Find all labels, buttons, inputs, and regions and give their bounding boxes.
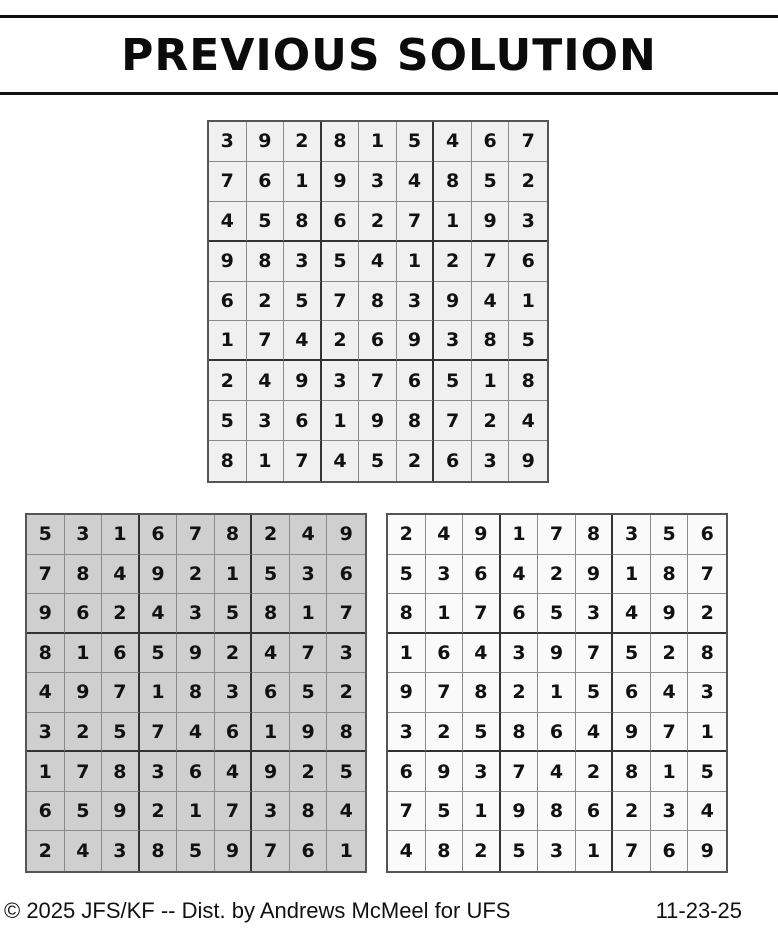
sudoku-cell: 8 [434, 162, 472, 202]
sudoku-cell: 8 [247, 242, 285, 282]
sudoku-cell: 4 [284, 321, 322, 361]
sudoku-cell: 4 [613, 594, 651, 634]
sudoku-cell: 1 [140, 673, 178, 713]
sudoku-cell: 6 [209, 282, 247, 322]
sudoku-cell: 5 [322, 242, 360, 282]
sudoku-cell: 9 [538, 634, 576, 674]
sudoku-cell: 7 [27, 555, 65, 595]
sudoku-cell: 1 [177, 792, 215, 832]
sudoku-cell: 4 [688, 792, 726, 832]
sudoku-cell: 4 [209, 202, 247, 242]
sudoku-cell: 7 [322, 282, 360, 322]
sudoku-cell: 7 [284, 441, 322, 481]
sudoku-cell: 2 [27, 831, 65, 871]
sudoku-cell: 5 [209, 401, 247, 441]
sudoku-cell: 4 [27, 673, 65, 713]
sudoku-cell: 3 [209, 122, 247, 162]
sudoku-cell: 7 [472, 242, 510, 282]
sudoku-cell: 5 [177, 831, 215, 871]
sudoku-cell: 2 [509, 162, 547, 202]
sudoku-cell: 4 [651, 673, 689, 713]
sudoku-cell: 8 [426, 831, 464, 871]
sudoku-cell: 9 [27, 594, 65, 634]
sudoku-cell: 4 [140, 594, 178, 634]
sudoku-cell: 5 [426, 792, 464, 832]
sudoku-cell: 6 [501, 594, 539, 634]
sudoku-cell: 8 [140, 831, 178, 871]
sudoku-cell: 1 [509, 282, 547, 322]
sudoku-cell: 8 [359, 282, 397, 322]
sudoku-cell: 8 [209, 441, 247, 481]
sudoku-grid-top [207, 120, 549, 483]
sudoku-cell: 2 [359, 202, 397, 242]
sudoku-cell: 9 [252, 752, 290, 792]
sudoku-cell: 2 [397, 441, 435, 481]
sudoku-cell: 3 [27, 713, 65, 753]
sudoku-cell: 8 [651, 555, 689, 595]
sudoku-cell: 6 [284, 401, 322, 441]
sudoku-cell: 5 [688, 752, 726, 792]
sudoku-cell: 2 [284, 122, 322, 162]
sudoku-cell: 1 [388, 634, 426, 674]
sudoku-cell: 9 [215, 831, 253, 871]
sudoku-cell: 1 [688, 713, 726, 753]
sudoku-cell: 7 [215, 792, 253, 832]
sudoku-cell: 4 [102, 555, 140, 595]
sudoku-cell: 8 [538, 792, 576, 832]
sudoku-cell: 6 [613, 673, 651, 713]
sudoku-cell: 7 [426, 673, 464, 713]
sudoku-cell: 5 [102, 713, 140, 753]
sudoku-cell: 7 [651, 713, 689, 753]
sudoku-cell: 1 [284, 162, 322, 202]
sudoku-cell: 3 [538, 831, 576, 871]
sudoku-cell: 6 [463, 555, 501, 595]
sudoku-cell: 6 [27, 792, 65, 832]
sudoku-cell: 2 [322, 321, 360, 361]
sudoku-cell: 1 [27, 752, 65, 792]
sudoku-cell: 2 [102, 594, 140, 634]
sudoku-cell: 5 [388, 555, 426, 595]
sudoku-cell: 2 [472, 401, 510, 441]
sudoku-cell: 4 [359, 242, 397, 282]
sudoku-cell: 1 [252, 713, 290, 753]
sudoku-cell: 7 [576, 634, 614, 674]
sudoku-cell: 2 [140, 792, 178, 832]
sudoku-cell: 9 [140, 555, 178, 595]
sudoku-cell: 9 [397, 321, 435, 361]
sudoku-cell: 6 [140, 515, 178, 555]
sudoku-cell: 6 [576, 792, 614, 832]
sudoku-cell: 3 [613, 515, 651, 555]
publish-date: 11-23-25 [655, 898, 742, 923]
sudoku-cell: 3 [327, 634, 365, 674]
sudoku-cell: 9 [388, 673, 426, 713]
sudoku-cell: 9 [613, 713, 651, 753]
sudoku-cell: 6 [388, 752, 426, 792]
sudoku-cell: 7 [434, 401, 472, 441]
sudoku-cell: 6 [472, 122, 510, 162]
sudoku-cell: 7 [359, 361, 397, 401]
sudoku-cell: 2 [65, 713, 103, 753]
sudoku-cell: 2 [426, 713, 464, 753]
sudoku-cell: 1 [434, 202, 472, 242]
sudoku-cell: 4 [538, 752, 576, 792]
sudoku-cell: 1 [651, 752, 689, 792]
sudoku-cell: 5 [215, 594, 253, 634]
sudoku-cell: 3 [322, 361, 360, 401]
footer [0, 896, 778, 930]
sudoku-cell: 9 [327, 515, 365, 555]
sudoku-cell: 7 [688, 555, 726, 595]
sudoku-cell: 6 [65, 594, 103, 634]
sudoku-cell: 7 [65, 752, 103, 792]
sudoku-cell: 4 [290, 515, 328, 555]
sudoku-cell: 2 [651, 634, 689, 674]
sudoku-cell: 3 [434, 321, 472, 361]
sudoku-cell: 1 [359, 122, 397, 162]
sudoku-cell: 8 [284, 202, 322, 242]
sudoku-cell: 4 [576, 713, 614, 753]
sudoku-cell: 3 [501, 634, 539, 674]
sudoku-cell: 2 [215, 634, 253, 674]
sudoku-cell: 4 [322, 441, 360, 481]
sudoku-cell: 8 [102, 752, 140, 792]
sudoku-cell: 3 [290, 555, 328, 595]
sudoku-cell: 6 [426, 634, 464, 674]
sudoku-cell: 1 [215, 555, 253, 595]
sudoku-cell: 8 [327, 713, 365, 753]
sudoku-cell: 6 [434, 441, 472, 481]
sudoku-cell: 5 [501, 831, 539, 871]
sudoku-cell: 9 [688, 831, 726, 871]
sudoku-cell: 7 [177, 515, 215, 555]
sudoku-cell: 7 [327, 594, 365, 634]
sudoku-cell: 2 [209, 361, 247, 401]
sudoku-cell: 9 [651, 594, 689, 634]
sudoku-cell: 2 [576, 752, 614, 792]
sudoku-cell: 9 [284, 361, 322, 401]
sudoku-cell: 8 [576, 515, 614, 555]
sudoku-cell: 1 [472, 361, 510, 401]
sudoku-cell: 6 [538, 713, 576, 753]
sudoku-cell: 6 [102, 634, 140, 674]
sudoku-cell: 4 [397, 162, 435, 202]
sudoku-cell: 6 [177, 752, 215, 792]
sudoku-cell: 4 [327, 792, 365, 832]
sudoku-cell: 3 [140, 752, 178, 792]
sudoku-cell: 9 [472, 202, 510, 242]
sudoku-cell: 7 [290, 634, 328, 674]
sudoku-cell: 8 [463, 673, 501, 713]
sudoku-cell: 7 [538, 515, 576, 555]
sudoku-cell: 6 [322, 202, 360, 242]
sudoku-cell: 9 [65, 673, 103, 713]
sudoku-cell: 5 [397, 122, 435, 162]
sudoku-cell: 8 [27, 634, 65, 674]
copyright-credit: © 2025 JFS/KF -- Dist. by Andrews McMeel for UFS [4, 898, 511, 923]
sudoku-cell: 8 [472, 321, 510, 361]
sudoku-cell: 7 [501, 752, 539, 792]
sudoku-cell: 7 [102, 673, 140, 713]
sudoku-cell: 4 [509, 401, 547, 441]
sudoku-cell: 9 [426, 752, 464, 792]
sudoku-cell: 3 [463, 752, 501, 792]
sudoku-cell: 9 [359, 401, 397, 441]
sudoku-cell: 3 [576, 594, 614, 634]
sudoku-cell: 8 [215, 515, 253, 555]
sudoku-cell: 5 [576, 673, 614, 713]
sudoku-cell: 6 [688, 515, 726, 555]
sudoku-cell: 4 [501, 555, 539, 595]
sudoku-cell: 3 [397, 282, 435, 322]
sudoku-cell: 1 [65, 634, 103, 674]
sudoku-cell: 7 [140, 713, 178, 753]
sudoku-cell: 6 [651, 831, 689, 871]
sudoku-cell: 6 [359, 321, 397, 361]
sudoku-cell: 3 [359, 162, 397, 202]
sudoku-cell: 1 [322, 401, 360, 441]
sudoku-cell: 2 [247, 282, 285, 322]
sudoku-cell: 1 [538, 673, 576, 713]
sudoku-cell: 2 [388, 515, 426, 555]
sudoku-cell: 7 [397, 202, 435, 242]
sudoku-cell: 4 [472, 282, 510, 322]
sudoku-cell: 5 [463, 713, 501, 753]
sudoku-cell: 8 [177, 673, 215, 713]
sudoku-cell: 8 [688, 634, 726, 674]
sudoku-cell: 8 [388, 594, 426, 634]
sudoku-cell: 4 [65, 831, 103, 871]
sudoku-cell: 1 [501, 515, 539, 555]
sudoku-cell: 9 [434, 282, 472, 322]
sudoku-grid-left [25, 513, 367, 873]
sudoku-cell: 4 [463, 634, 501, 674]
sudoku-cell: 3 [651, 792, 689, 832]
sudoku-cell: 5 [651, 515, 689, 555]
sudoku-cell: 1 [576, 831, 614, 871]
sudoku-cell: 9 [290, 713, 328, 753]
title-banner [0, 15, 778, 95]
sudoku-cell: 9 [463, 515, 501, 555]
sudoku-cell: 5 [65, 792, 103, 832]
sudoku-cell: 5 [284, 282, 322, 322]
sudoku-cell: 4 [426, 515, 464, 555]
sudoku-cell: 8 [509, 361, 547, 401]
sudoku-cell: 1 [327, 831, 365, 871]
sudoku-cell: 3 [252, 792, 290, 832]
sudoku-cell: 9 [501, 792, 539, 832]
sudoku-cell: 5 [538, 594, 576, 634]
sudoku-cell: 3 [426, 555, 464, 595]
sudoku-cell: 5 [359, 441, 397, 481]
sudoku-cell: 3 [284, 242, 322, 282]
sudoku-cell: 2 [501, 673, 539, 713]
sudoku-cell: 9 [177, 634, 215, 674]
sudoku-cell: 4 [247, 361, 285, 401]
page-title: PREVIOUS SOLUTION [121, 29, 657, 81]
sudoku-cell: 7 [509, 122, 547, 162]
sudoku-cell: 4 [177, 713, 215, 753]
sudoku-cell: 4 [434, 122, 472, 162]
sudoku-cell: 1 [613, 555, 651, 595]
sudoku-cell: 9 [247, 122, 285, 162]
sudoku-cell: 6 [509, 242, 547, 282]
sudoku-cell: 2 [613, 792, 651, 832]
sudoku-cell: 2 [177, 555, 215, 595]
sudoku-cell: 6 [215, 713, 253, 753]
sudoku-cell: 1 [247, 441, 285, 481]
sudoku-cell: 5 [247, 202, 285, 242]
sudoku-cell: 8 [290, 792, 328, 832]
sudoku-cell: 3 [247, 401, 285, 441]
sudoku-cell: 4 [252, 634, 290, 674]
sudoku-cell: 8 [322, 122, 360, 162]
sudoku-cell: 7 [252, 831, 290, 871]
sudoku-cell: 5 [140, 634, 178, 674]
sudoku-cell: 8 [65, 555, 103, 595]
sudoku-cell: 1 [209, 321, 247, 361]
sudoku-cell: 7 [463, 594, 501, 634]
sudoku-cell: 8 [613, 752, 651, 792]
sudoku-cell: 3 [472, 441, 510, 481]
sudoku-cell: 5 [472, 162, 510, 202]
sudoku-cell: 5 [509, 321, 547, 361]
sudoku-cell: 7 [247, 321, 285, 361]
sudoku-cell: 5 [27, 515, 65, 555]
sudoku-cell: 5 [613, 634, 651, 674]
sudoku-cell: 5 [327, 752, 365, 792]
sudoku-cell: 1 [102, 515, 140, 555]
sudoku-cell: 4 [215, 752, 253, 792]
sudoku-cell: 2 [463, 831, 501, 871]
sudoku-cell: 9 [509, 441, 547, 481]
sudoku-cell: 3 [215, 673, 253, 713]
sudoku-cell: 9 [322, 162, 360, 202]
sudoku-cell: 1 [463, 792, 501, 832]
sudoku-cell: 6 [247, 162, 285, 202]
sudoku-cell: 8 [397, 401, 435, 441]
sudoku-cell: 3 [388, 713, 426, 753]
sudoku-cell: 7 [209, 162, 247, 202]
sudoku-cell: 1 [426, 594, 464, 634]
sudoku-grid-right [386, 513, 728, 873]
sudoku-cell: 9 [576, 555, 614, 595]
sudoku-cell: 5 [252, 555, 290, 595]
sudoku-cell: 9 [209, 242, 247, 282]
sudoku-cell: 5 [290, 673, 328, 713]
sudoku-cell: 6 [290, 831, 328, 871]
sudoku-cell: 5 [434, 361, 472, 401]
sudoku-cell: 2 [327, 673, 365, 713]
sudoku-cell: 1 [397, 242, 435, 282]
sudoku-cell: 7 [613, 831, 651, 871]
sudoku-cell: 2 [290, 752, 328, 792]
sudoku-cell: 6 [252, 673, 290, 713]
sudoku-cell: 3 [688, 673, 726, 713]
sudoku-cell: 6 [327, 555, 365, 595]
sudoku-cell: 2 [434, 242, 472, 282]
sudoku-cell: 8 [501, 713, 539, 753]
sudoku-cell: 9 [102, 792, 140, 832]
sudoku-cell: 6 [397, 361, 435, 401]
sudoku-cell: 3 [65, 515, 103, 555]
sudoku-cell: 4 [388, 831, 426, 871]
sudoku-cell: 3 [509, 202, 547, 242]
sudoku-cell: 7 [388, 792, 426, 832]
sudoku-cell: 1 [290, 594, 328, 634]
sudoku-cell: 2 [252, 515, 290, 555]
sudoku-cell: 3 [177, 594, 215, 634]
sudoku-cell: 8 [252, 594, 290, 634]
sudoku-cell: 2 [538, 555, 576, 595]
sudoku-cell: 2 [688, 594, 726, 634]
sudoku-cell: 3 [102, 831, 140, 871]
